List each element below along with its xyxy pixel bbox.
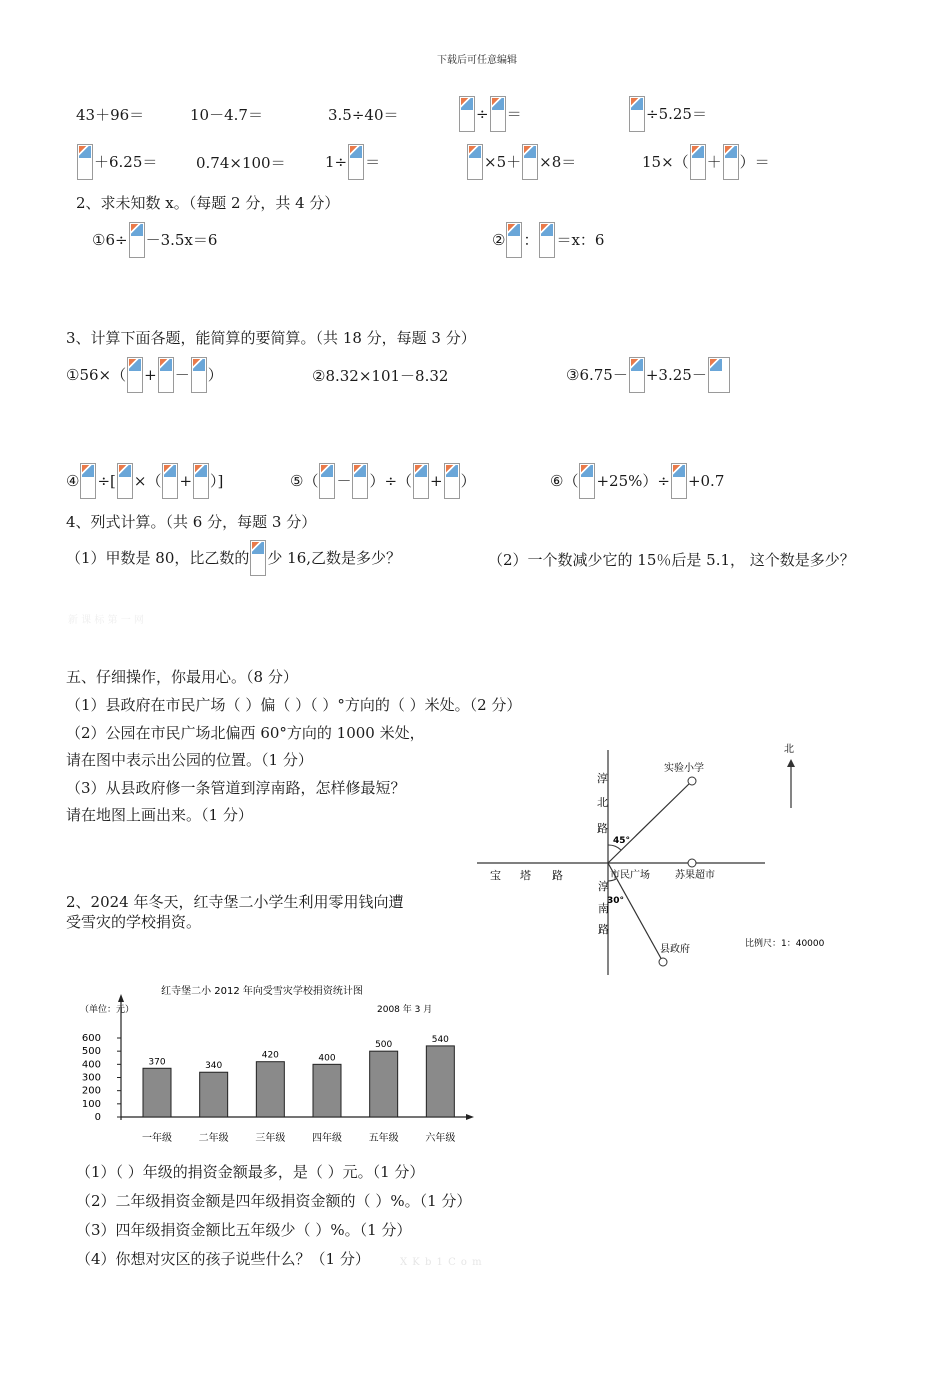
road-south-char: 路: [598, 923, 609, 936]
expression-text: ③6.75－: [566, 366, 628, 384]
expression-text: +3.25－: [645, 366, 707, 384]
direction-map: [470, 735, 850, 980]
fraction-image: [193, 463, 209, 499]
fraction-image: [506, 222, 522, 258]
expression-text: ）÷（: [369, 472, 413, 490]
bar-value-label: 540: [431, 1034, 449, 1045]
fraction-image: [319, 463, 335, 499]
expression-text: ①6÷: [92, 231, 128, 249]
operator: ＋: [706, 153, 722, 171]
category-label: 一年级: [142, 1133, 172, 1144]
expression-text: 15×（: [642, 153, 689, 171]
expression-text: ＋6.25＝: [94, 153, 158, 171]
faint-watermark: 新 课 标 第 一 网: [68, 615, 144, 626]
fraction-image: [117, 463, 133, 499]
fraction-image: [490, 96, 506, 132]
calc-6: [76, 144, 157, 180]
expression-text: ×8＝: [539, 153, 577, 171]
expression-text: ×5＋: [484, 153, 522, 171]
expression-text: ）]: [210, 472, 224, 490]
fraction-image: [250, 540, 266, 576]
school-label: 实验小学: [664, 763, 704, 774]
expression-text: +25%）÷: [596, 472, 670, 490]
operation-q3-line2: 请在地图上画出来。（1 分）: [66, 806, 253, 824]
simplify-4: [66, 463, 223, 499]
expression-text: ）: [207, 366, 223, 384]
expression-text: ）: [460, 472, 476, 490]
expression-text: 少 16,乙数是多少？: [267, 549, 402, 567]
road-north-char: 北: [597, 796, 608, 809]
fraction-image: [162, 463, 178, 499]
operation-q1: （1）县政府在市民广场（ ）偏（ ）（ ）°方向的（ ）米处。（2 分）: [66, 696, 522, 714]
gov-label: 县政府: [660, 944, 690, 955]
equation-1: [92, 222, 217, 258]
bar-value-label: 370: [148, 1057, 166, 1068]
operator: －: [336, 472, 352, 490]
scale-label: 比例尺：1：40000: [745, 939, 825, 949]
y-tick-label: 600: [81, 1033, 101, 1044]
expression-text: ⑥（: [550, 472, 579, 490]
simplify-2: ②8.32×101－8.32: [312, 367, 449, 385]
expression-text: ②: [492, 231, 506, 249]
angle-30-label: 30°: [607, 896, 625, 906]
supermarket-label: 苏果超市: [675, 870, 715, 881]
xkb-watermark: X K b 1 C o m: [400, 1257, 483, 1268]
fraction-image: [80, 463, 96, 499]
fraction-image: [352, 463, 368, 499]
page-header: 下载后可任意编辑: [437, 55, 517, 66]
bar: [313, 1064, 341, 1117]
expression-text: ④: [66, 472, 80, 490]
fraction-image: [539, 222, 555, 258]
fraction-image: [413, 463, 429, 499]
equation-2: [492, 222, 604, 258]
word-problem-1: [66, 540, 401, 576]
calc-3: 3.5÷40＝: [328, 106, 399, 124]
category-label: 五年级: [368, 1133, 399, 1144]
operator: ÷: [476, 105, 489, 123]
y-tick-label: 400: [81, 1059, 101, 1071]
chart-q1: （1）（ ）年级的捐资金额最多，是（ ）元。（1 分）: [76, 1163, 425, 1181]
road-south-char: 淳: [598, 880, 609, 893]
operator: +: [144, 366, 157, 384]
fraction-image: [191, 357, 207, 393]
supermarket-marker: [688, 859, 696, 867]
chart-date: 2008 年 3 月: [377, 1005, 433, 1015]
north-label: 北: [784, 744, 794, 755]
calc-10: [642, 144, 770, 180]
operation-q3-line1: （3）从县政府修一条管道到淳南路，怎样修最短？: [66, 779, 406, 797]
fraction-image: [522, 144, 538, 180]
north-arrowhead-icon: [787, 759, 795, 767]
calc-4: [458, 96, 522, 132]
fraction-image: [579, 463, 595, 499]
road-south-char: 南: [598, 902, 609, 915]
expression-text: （1）甲数是 80，比乙数的: [66, 549, 250, 567]
fraction-image: [629, 96, 645, 132]
fraction-image: [671, 463, 687, 499]
fraction-image: [158, 357, 174, 393]
calc-9: [466, 144, 576, 180]
section-3-title: 3、计算下面各题，能简算的要简算。（共 18 分，每题 3 分）: [66, 329, 476, 347]
calc-2: 10－4.7＝: [190, 106, 263, 124]
operation-q2-line1: （2）公园在市民广场北偏西 60°方向的 1000 米处，: [66, 724, 425, 742]
bar: [256, 1062, 284, 1117]
fraction-image: [459, 96, 475, 132]
expression-text: 1÷: [325, 153, 348, 171]
chart-q4: （4）你想对灾区的孩子说些什么？（1 分）: [76, 1250, 370, 1268]
bar: [143, 1068, 171, 1117]
chart-title: 红寺堡二小 2012 年向受雪灾学校捐资统计图: [161, 986, 363, 997]
fraction-image: [127, 357, 143, 393]
operator: +: [179, 472, 193, 490]
plaza-label: 市民广场: [610, 870, 650, 881]
expression-text: ÷[: [97, 472, 116, 490]
simplify-6: [550, 463, 724, 499]
operator: +: [430, 472, 443, 490]
angle-45-label: 45°: [613, 836, 631, 846]
bar: [370, 1051, 398, 1117]
expression-text: ÷5.25＝: [646, 105, 707, 123]
y-tick-label: 500: [81, 1046, 101, 1058]
bar-value-label: 420: [261, 1050, 279, 1061]
expression-text: +0.7: [687, 472, 725, 490]
road-west-char: 路: [552, 869, 563, 882]
school-marker: [688, 777, 696, 785]
fraction-image: [77, 144, 93, 180]
operation-q2-line2: 请在图中表示出公园的位置。（1 分）: [66, 751, 313, 769]
line-to-school: [608, 781, 692, 863]
bar: [426, 1046, 454, 1117]
chart-intro-line2: 受雪灾的学校捐资。: [66, 913, 202, 931]
expression-text: ⑤（: [290, 472, 319, 490]
road-north-char: 路: [597, 822, 608, 835]
gov-marker: [659, 958, 667, 966]
fraction-image: [444, 463, 460, 499]
y-axis-label: （单位：元）: [80, 1005, 135, 1015]
fraction-image: [690, 144, 706, 180]
operator: ：: [523, 231, 539, 249]
x-axis-arrow-icon: [466, 1114, 474, 1120]
y-tick-label: 100: [81, 1098, 101, 1110]
category-label: 六年级: [425, 1133, 456, 1144]
simplify-5: [290, 463, 476, 499]
fraction-image: [708, 357, 730, 393]
fraction-image: [629, 357, 645, 393]
chart-intro-line1: 2、2024 年冬天，红寺堡二小学生利用零用钱向遭: [66, 893, 404, 911]
expression-text: ＝x：6: [556, 231, 605, 249]
operator: ＝: [506, 105, 522, 123]
calc-5: [628, 96, 707, 132]
chart-q3: （3）四年级捐资金额比五年级少（ ）%。（1 分）: [76, 1221, 412, 1239]
expression-text: ×（: [133, 472, 162, 490]
road-north-char: 淳: [597, 772, 608, 785]
word-problem-2: （2）一个数减少它的 15％后是 5.1， 这个数是多少？: [488, 551, 855, 569]
fraction-image: [348, 144, 364, 180]
fraction-image: [723, 144, 739, 180]
donation-bar-chart: [72, 978, 482, 1148]
y-tick-label: 300: [81, 1072, 101, 1084]
category-label: 二年级: [198, 1133, 229, 1144]
calc-1: 43＋96＝: [76, 106, 145, 124]
operator: ＝: [365, 153, 381, 171]
operator: －: [174, 366, 190, 384]
bar: [200, 1072, 228, 1117]
expression-text: －3.5x＝6: [145, 231, 218, 249]
fraction-image: [129, 222, 145, 258]
section-2-title: 2、求未知数 x。（每题 2 分，共 4 分）: [76, 194, 340, 212]
category-label: 三年级: [255, 1133, 286, 1144]
chart-q2: （2）二年级捐资金额是四年级捐资金额的（ ）%。（1 分）: [76, 1192, 472, 1210]
y-axis-arrow-icon: [118, 994, 124, 1002]
fraction-image: [467, 144, 483, 180]
simplify-3: [566, 357, 731, 393]
section-4-title: 4、列式计算。（共 6 分，每题 3 分）: [66, 513, 317, 531]
simplify-1: [66, 357, 223, 393]
section-5-title: 五、仔细操作，你最用心。（8 分）: [66, 668, 298, 686]
expression-text: ①56×（: [66, 366, 127, 384]
y-tick-label: 0: [94, 1112, 101, 1123]
road-west-char: 宝: [490, 869, 501, 882]
bar-value-label: 500: [375, 1040, 393, 1051]
calc-8: [325, 144, 380, 180]
road-west-char: 塔: [520, 869, 531, 882]
calc-7: 0.74×100＝: [196, 154, 286, 172]
bar-value-label: 400: [318, 1053, 336, 1064]
y-tick-label: 200: [81, 1085, 101, 1097]
category-label: 四年级: [312, 1133, 342, 1144]
expression-text: ）＝: [739, 153, 770, 171]
bar-value-label: 340: [205, 1061, 223, 1072]
